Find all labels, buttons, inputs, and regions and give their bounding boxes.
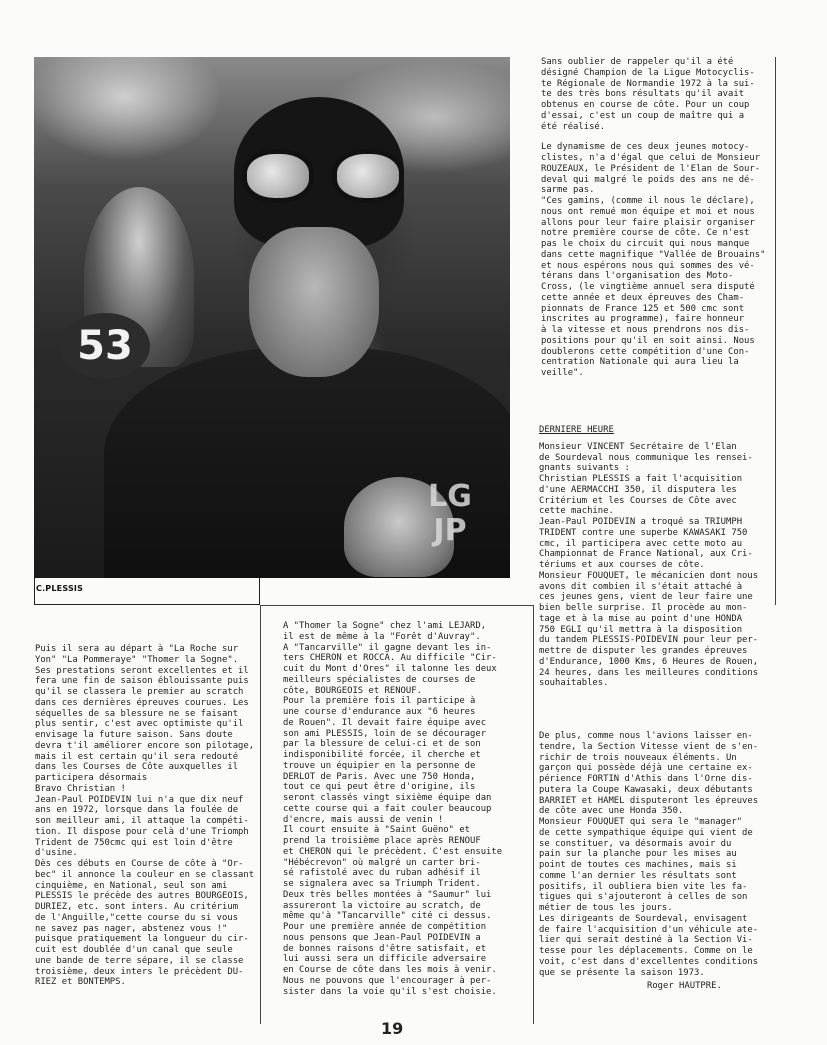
text-line: cette course qui a fait couler beaucoup: [283, 803, 492, 814]
text-line: que se présente la saison 1973.: [539, 967, 705, 978]
text-line: se constituer, va désormais avoir du: [539, 838, 732, 849]
text-line: dans les Courses de Côte auxquelles il: [35, 762, 239, 773]
text-line: d'Endurance, 1000 Kms, 6 Heures de Rouen,: [539, 656, 759, 667]
text-line: Sans oublier de rappeler qu'il a été: [541, 57, 734, 67]
text-line: Les dirigeants de Sourdeval, envisagent: [539, 913, 748, 924]
text-line: tendre, la Section Vitesse vient de s'en-: [539, 741, 759, 752]
text-line: "Hébécrevon" où malgré un carter bri-: [283, 857, 481, 868]
text-line: Dès ces débuts en Course de côte à "Or-: [35, 859, 244, 869]
text-line: de cette sympathique équipe qui vient de: [539, 827, 753, 838]
text-line: garçon qui possède déjà une certaine ex-: [539, 763, 753, 774]
text-line: Ses prestations seront excellentes et il: [35, 665, 249, 676]
text-line: d'usine.: [35, 848, 78, 859]
text-line: désigné Champion de la Ligue Motocyclis-: [541, 67, 755, 78]
text-line: sé rafistolé avec du ruban adhésif il: [283, 868, 481, 879]
text-line: comme l'an dernier les résultats sont: [539, 870, 737, 881]
text-line: bien belle surprise. Il procède au mon-: [539, 603, 748, 613]
text-line: notre première course de côte. Ce n'est: [541, 228, 750, 239]
text-line: cuit du Mont d'Ores" il talonne les deux: [283, 664, 497, 674]
text-line: et CHERON qui le précèdent. C'est ensuite: [283, 846, 503, 857]
text-line: gnants suivants :: [539, 463, 630, 474]
text-line: Christian PLESSIS a fait l'acquisition: [539, 474, 743, 484]
text-line: voit, c'est dans d'excellentes conditions: [539, 956, 759, 967]
text-line: Le dynamisme de ces deux jeunes motocy-: [541, 142, 750, 153]
text-line: Deux très belles montées à "Saumur" lui: [283, 889, 492, 900]
text-line: avons dit combien il s'était attaché à: [539, 581, 743, 592]
rider-face: [249, 227, 379, 377]
text-line: Monsieur VINCENT Secrétaire de l'Elan: [539, 441, 737, 452]
number-plate: 53: [60, 313, 150, 379]
text-line: Pour une première année de compétition: [283, 922, 487, 932]
text-line: putera la Coupe Kawasaki, deux débutants: [539, 784, 753, 795]
text-line: été réalisé.: [541, 121, 606, 132]
text-line: Nous ne pouvons que l'encourager à per-: [283, 975, 492, 986]
text-line: Championnat de France National, aux Cri-: [539, 549, 753, 560]
text-line: cmc, il participera avec cette moto au: [539, 538, 743, 549]
text-line: son meilleur ami, il attaque la compéti-: [35, 816, 249, 826]
text-line: nous ont remué mon équipe et moi et nous: [541, 206, 755, 217]
text-line: DERLOT de Paris. Avec une 750 Honda,: [283, 771, 476, 782]
text-line: périence FORTIN d'Athis dans l'Orne dis-: [539, 774, 753, 784]
logo-line-2: JP: [433, 513, 467, 548]
text-line: sister dans la voie qu'il s'est choisie.: [283, 986, 497, 997]
text-line: cette année et deux épreuves des Cham-: [541, 292, 745, 303]
text-line: tout ce qui peut être d'origine, ils: [283, 782, 476, 793]
text-line: du tandem PLESSIS-POIDEVIN pour leur per-: [539, 635, 759, 646]
text-line: BARRIET et HAMEL disputeront les épreuves: [539, 795, 759, 806]
text-line: de faire l'acquisition d'un véhicule ate-: [539, 924, 759, 935]
text-line: "Ces gamins, (comme il nous le déclare),: [541, 196, 755, 206]
text-line: plus sentir, c'est avec optimiste qu'il: [35, 719, 244, 730]
right-column-top: [541, 57, 765, 379]
text-line: ne savez pas nager, abstenez vous !": [35, 923, 228, 934]
text-line: de bonnes raisons d'être satisfait, et: [283, 943, 487, 954]
text-line: pas le choix du circuit qui nous manque: [541, 239, 750, 249]
text-line: Il court ensuite à "Saint Guëno" et: [283, 825, 471, 836]
text-line: deval qui malgré le poids des ans ne dé-: [541, 174, 755, 185]
text-line: doublerons cette compétition d'une Con-: [541, 346, 750, 357]
left-column: [35, 644, 254, 988]
text-line: TRIDENT contre une superbe KAWASAKI 750: [539, 527, 748, 538]
text-line: participera désormais: [35, 773, 148, 783]
text-line: cinquième, en National, seul son ami: [35, 880, 228, 891]
text-line: obtenus en course de côte. Pour un coup: [541, 100, 750, 110]
text-line: Trident de 750cmc qui est loin d'être: [35, 837, 233, 848]
text-line: richir de trois nouveaux éléments. Un: [539, 752, 737, 763]
text-line: pionnats de France 125 et 500 cmc sont: [541, 303, 745, 314]
text-line: mettre de disputer les grandes épreuves: [539, 646, 748, 656]
text-line: envisage la future saison. Sans doute: [35, 730, 233, 740]
text-line: A "Tancarville" il gagne devant les in-: [283, 642, 492, 653]
text-line: nous pensons que Jean-Paul POIDEVIN a: [283, 932, 481, 943]
rider-photo: [34, 57, 510, 578]
photo-caption: C.PLESSIS: [36, 584, 84, 593]
text-line: inscrites au programme), faire honneur: [541, 314, 745, 325]
text-line: tigues qui s'ajouteront à celles de son: [539, 892, 748, 903]
text-line: ans en 1972, lorsque dans la foulée de: [35, 805, 239, 816]
text-line: Puis il sera au départ à "La Roche sur: [35, 644, 239, 654]
text-line: Critérium et les Courses de Côte avec: [539, 495, 737, 506]
text-line: centration Nationale qui aura lieu la: [541, 357, 739, 368]
text-line: Bravo Christian !: [35, 783, 126, 794]
text-line: cuit est doublée d'un canal que seule: [35, 945, 233, 955]
text-line: assureront la victoire au scratch, de: [283, 900, 481, 911]
text-line: métier de tous les jours.: [539, 903, 673, 913]
text-line: Jean-Paul POIDEVIN lui n'a que dix neuf: [35, 794, 244, 805]
text-line: ROUZEAUX, le Président de l'Elan de Sour-: [541, 163, 761, 174]
text-line: indisponibilité forcée, il cherche et: [283, 750, 481, 760]
text-line: tage et à la mise au point d'une HONDA: [539, 613, 743, 624]
text-line: tion. Il dispose pour celà d'une Triomph: [35, 826, 249, 837]
text-line: térans dans l'organisation des Moto-: [541, 271, 734, 282]
text-line: d'essai, c'est un coup de maître qui a: [541, 110, 745, 121]
text-line: une bande de terre sépare, il se classe: [35, 955, 244, 966]
text-line: dans ces dernières épreuves courues. Les: [35, 697, 249, 708]
text-line: meilleurs spécialistes de courses de: [283, 674, 476, 685]
text-line: mais il est certain qu'il sera redouté: [35, 751, 239, 762]
text-line: Jean-Paul POIDEVIN a troqué sa TRIUMPH: [539, 517, 743, 527]
text-line: son ami PLESSIS, loin de se décourager: [283, 728, 487, 739]
text-line: et nous espérons nous qui sommes des vé-: [541, 260, 755, 271]
text-line: lier qui serait destiné à la Section Vi-: [539, 935, 753, 946]
text-line: 24 heures, dans les meilleures conditions: [539, 667, 759, 678]
right-column-bottom: [539, 425, 758, 992]
text-line: d'encre, mais aussi de venin !: [283, 814, 444, 825]
text-line: il est de même à la "Forêt d'Auvray".: [283, 631, 481, 642]
text-line: Pour la première fois il participe à: [283, 696, 476, 707]
goggle-right: [332, 149, 404, 203]
page-number: 19: [381, 1019, 404, 1038]
text-line: ces jeunes gens, vient de leur faire une: [539, 592, 753, 603]
text-line: se signalera avec sa Triumph Trident.: [283, 879, 481, 889]
text-line: 750 EGLI qu'il mettra à la disposition: [539, 624, 743, 635]
text-line: seront classés vingt sixième équipe dan: [283, 793, 492, 803]
text-line: troisième, deux inters le précèdent DU-: [35, 966, 244, 977]
text-line: te Régionale de Normandie 1972 à la sui-: [541, 78, 755, 89]
signature: Roger HAUTPRE.: [647, 981, 722, 992]
text-line: trouve un équipier en la personne de: [283, 760, 476, 771]
text-line: de Sourdeval nous communique les rensei-: [539, 452, 753, 463]
text-line: d'une AERMACCHI 350, il disputera les: [539, 484, 737, 495]
text-line: tériums et aux courses de côte.: [539, 560, 705, 570]
text-line: souhaitables.: [539, 678, 609, 689]
goggle-left: [242, 149, 314, 203]
text-line: en Course de côte dans les mois à venir.: [283, 965, 497, 975]
text-line: une course d'endurance aux "6 heures: [283, 707, 476, 717]
text-line: Monsieur FOUQUET qui sera le "manager": [539, 817, 743, 827]
logo-line-1: LG: [428, 479, 472, 514]
text-line: dans cette magnifique "Vallée de Brouains": [541, 249, 766, 260]
text-line: de côte avec une Honda 350.: [539, 806, 684, 817]
text-line: allons pour leur faire plaisir organiser: [541, 217, 755, 228]
text-line: lui aussi sera un difficile adversaire: [283, 954, 487, 965]
text-line: te des très bons résultats qu'il avait: [541, 89, 745, 100]
text-line: cette machine.: [539, 506, 614, 517]
watermark-logo: [419, 480, 481, 560]
text-line: positions pour qu'il en soit ainsi. Nous: [541, 335, 755, 346]
text-line: bec" il annonce la couleur en se classant: [35, 869, 255, 880]
text-line: qu'il se classera le premier au scratch: [35, 687, 244, 697]
text-line: prend la troisième place après RENOUF: [283, 836, 481, 846]
text-line: DURIEZ, etc. sont inters. Au critérium: [35, 902, 239, 912]
text-line: fera une fin de saison éblouissante puis: [35, 676, 249, 687]
text-line: A "Thomer la Sogne" chez l'ami LEJARD,: [283, 621, 487, 631]
text-line: Yon" "La Pommeraye" "Thomer la Sogne".: [35, 654, 239, 665]
text-line: PLESSIS le précède des autres BOURGEOIS,: [35, 891, 249, 902]
text-line: de Rouen". Il devait faire équipe avec: [283, 717, 487, 728]
text-line: sarme pas.: [541, 185, 595, 196]
section-heading: DERNIERE HEURE: [539, 425, 614, 435]
text-line: Monsieur FOUQUET, le mécanicien dont nous: [539, 570, 759, 581]
text-line: point de toutes ces machines, mais si: [539, 860, 737, 870]
text-line: clistes, n'a d'égal que celui de Monsieur: [541, 153, 761, 163]
text-line: veille".: [541, 368, 584, 378]
text-line: pain sur la planche pour les mises au: [539, 849, 737, 860]
text-line: devra t'il améliorer encore son pilotage,: [35, 740, 255, 751]
text-line: De plus, comme nous l'avions laisser en-: [539, 731, 753, 741]
text-line: RIEZ et BONTEMPS.: [35, 977, 126, 988]
text-line: séquelles de sa blessure ne se faisant: [35, 708, 239, 719]
text-line: puisque pratiquement la longueur du cir-: [35, 934, 249, 945]
text-line: de l'Anguille,"cette course du si vous: [35, 912, 239, 923]
text-line: ters CHERON et ROCCA. Au difficile "Cir-: [283, 653, 497, 664]
text-line: tesse pour les déplacements. Comme on le: [539, 946, 753, 956]
text-line: positifs, il oubliera bien vite les fa-: [539, 881, 748, 892]
text-line: côte, BOURGEOIS et RENOUF.: [283, 685, 422, 696]
text-line: par la blessure de celui-ci et de son: [283, 739, 481, 750]
text-line: Cross, (le vingtième annuel sera disputé: [541, 282, 755, 292]
text-line: même qu'à "Tancarville" cité ci dessus.: [283, 911, 492, 922]
text-line: à la vitesse et nous prendrons nos dis-: [541, 325, 750, 335]
middle-column: [283, 621, 502, 997]
